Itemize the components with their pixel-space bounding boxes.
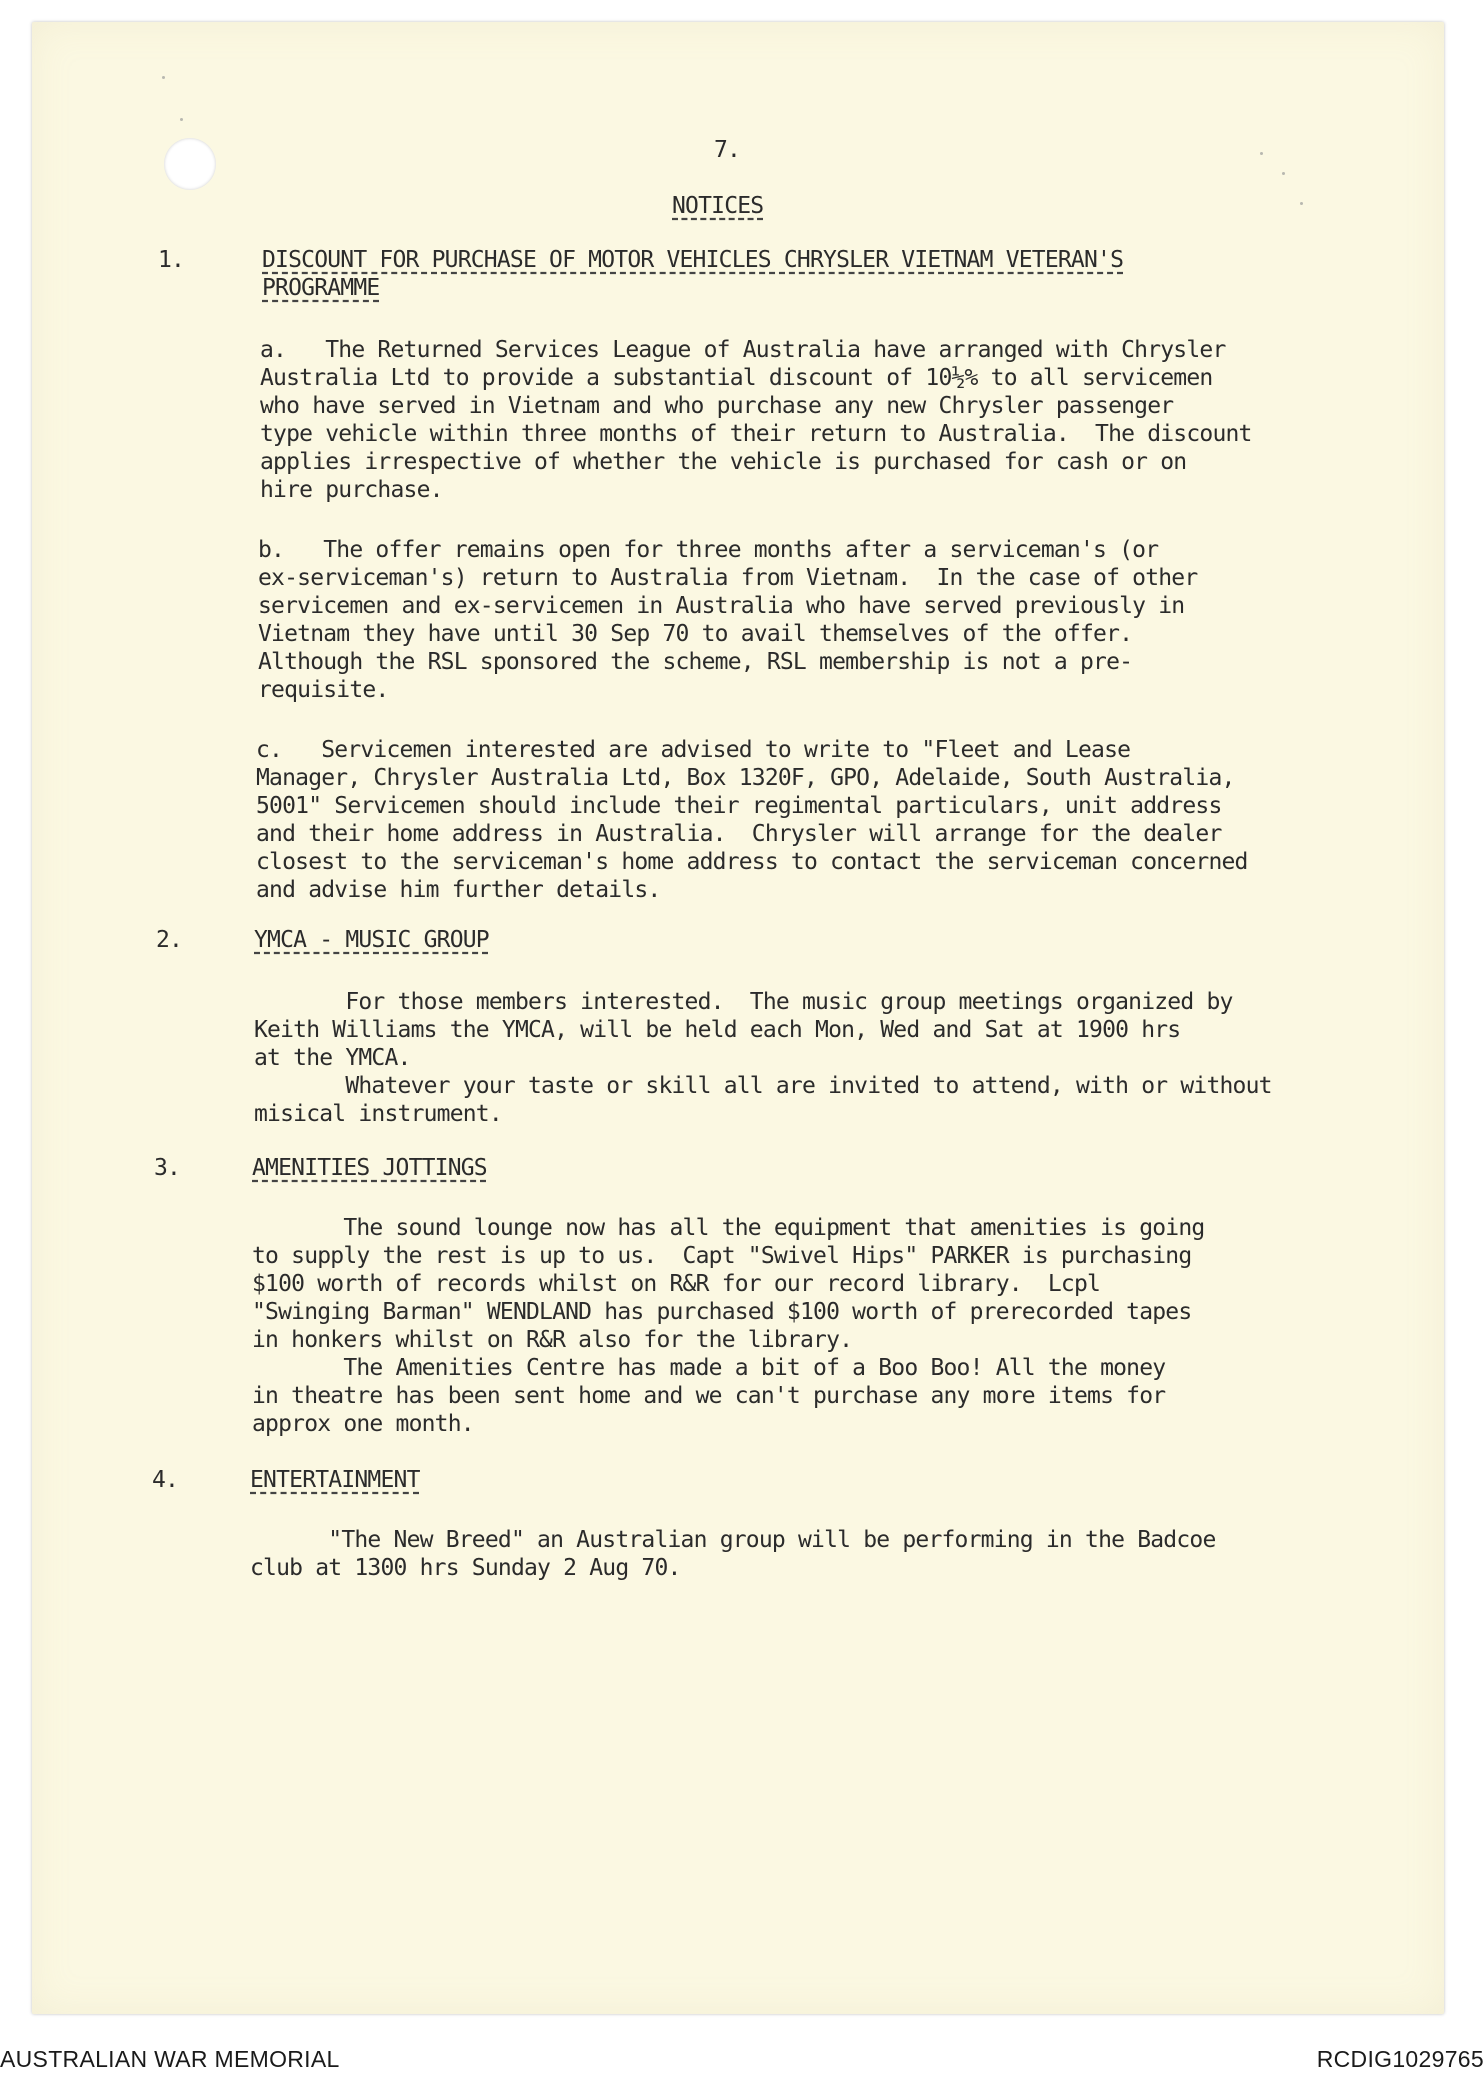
text-line: $100 worth of records whilst on R&R for our record library. Lcpl bbox=[252, 1271, 1101, 1297]
punch-hole bbox=[164, 138, 216, 190]
text-line: club at 1300 hrs Sunday 2 Aug 70. bbox=[250, 1555, 681, 1581]
text-line: and their home address in Australia. Chrysler will arrange for the dealer bbox=[256, 821, 1222, 847]
text-line: ex-serviceman's) return to Australia from Vietnam. In the case of other bbox=[258, 565, 1198, 591]
paper-mark bbox=[1300, 202, 1303, 205]
notices-heading: NOTICES bbox=[672, 193, 764, 219]
text-line: approx one month. bbox=[252, 1411, 474, 1437]
paper-mark bbox=[180, 118, 183, 121]
text-line: misical instrument. bbox=[254, 1101, 502, 1127]
section-3-number: 3. bbox=[154, 1155, 181, 1181]
text-line: The sound lounge now has all the equipment that amenities is going bbox=[252, 1215, 1205, 1241]
paper-mark bbox=[1282, 172, 1285, 175]
section-1-number: 1. bbox=[158, 247, 185, 273]
text-line: 5001" Servicemen should include their regimental particulars, unit address bbox=[256, 793, 1222, 819]
text-line: who have served in Vietnam and who purchase any new Chrysler passenger bbox=[260, 393, 1174, 419]
text-line: closest to the serviceman's home address to contact the serviceman concerned bbox=[256, 849, 1248, 875]
text-line: in theatre has been sent home and we can't purchase any more items for bbox=[252, 1383, 1166, 1409]
section-1-heading-line-2: PROGRAMME bbox=[262, 275, 380, 301]
text-line: applies irrespective of whether the vehicle is purchased for cash or on bbox=[260, 449, 1187, 475]
footer-archive-name: AUSTRALIAN WAR MEMORIAL bbox=[0, 2046, 340, 2072]
section-2-number: 2. bbox=[156, 927, 183, 953]
footer-record-id: RCDIG1029765 bbox=[1316, 2046, 1484, 2072]
page-number: 7. bbox=[714, 137, 741, 163]
text-line: b. The offer remains open for three months after a serviceman's (or bbox=[258, 537, 1159, 563]
section-2-heading: YMCA - MUSIC GROUP bbox=[254, 927, 489, 953]
paper-mark bbox=[162, 76, 165, 79]
text-line: Manager, Chrysler Australia Ltd, Box 1320F, GPO, Adelaide, South Australia, bbox=[256, 765, 1235, 791]
section-4-number: 4. bbox=[152, 1467, 179, 1493]
section-3-heading: AMENITIES JOTTINGS bbox=[252, 1155, 487, 1181]
paper-mark bbox=[1260, 152, 1263, 155]
text-line: a. The Returned Services League of Australia have arranged with Chrysler bbox=[260, 337, 1226, 363]
text-line: and advise him further details. bbox=[256, 877, 661, 903]
text-line: hire purchase. bbox=[260, 477, 443, 503]
text-line: Vietnam they have until 30 Sep 70 to avail themselves of the offer. bbox=[258, 621, 1133, 647]
text-line: Although the RSL sponsored the scheme, RSL membership is not a pre- bbox=[258, 649, 1133, 675]
text-line: servicemen and ex-servicemen in Australia who have served previously in bbox=[258, 593, 1185, 619]
text-line: in honkers whilst on R&R also for the library. bbox=[252, 1327, 853, 1353]
text-line: Whatever your taste or skill all are invited to attend, with or without bbox=[254, 1073, 1272, 1099]
text-line: For those members interested. The music group meetings organized by bbox=[254, 989, 1233, 1015]
section-4-heading: ENTERTAINMENT bbox=[250, 1467, 420, 1493]
section-1-heading-line-1: DISCOUNT FOR PURCHASE OF MOTOR VEHICLES CHRYSLER VIETNAM VETERAN'S bbox=[262, 247, 1124, 273]
text-line: Keith Williams the YMCA, will be held each Mon, Wed and Sat at 1900 hrs bbox=[254, 1017, 1181, 1043]
text-line: requisite. bbox=[258, 677, 389, 703]
text-line: c. Servicemen interested are advised to write to "Fleet and Lease bbox=[256, 737, 1131, 763]
text-line: Australia Ltd to provide a substantial discount of 10½% to all servicemen bbox=[260, 365, 1213, 391]
text-line: "Swinging Barman" WENDLAND has purchased $100 worth of prerecorded tapes bbox=[252, 1299, 1192, 1325]
text-line: type vehicle within three months of their return to Australia. The discount bbox=[260, 421, 1252, 447]
text-line: to supply the rest is up to us. Capt "Swivel Hips" PARKER is purchasing bbox=[252, 1243, 1192, 1269]
text-line: The Amenities Centre has made a bit of a Boo Boo! All the money bbox=[252, 1355, 1166, 1381]
text-line: at the YMCA. bbox=[254, 1045, 411, 1071]
text-line: "The New Breed" an Australian group will be performing in the Badcoe bbox=[250, 1527, 1216, 1553]
